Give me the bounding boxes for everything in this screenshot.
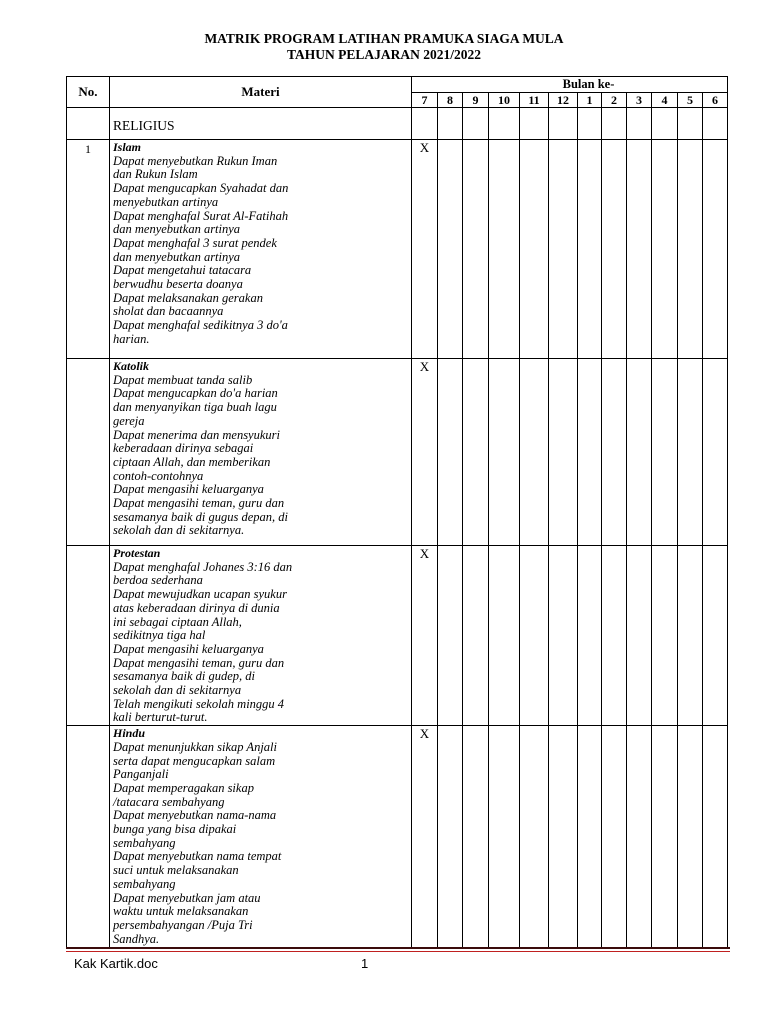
month-header: 6 [703,93,728,108]
religion-heading: Protestan [113,546,161,560]
competency-line: sesamanya baik di gugus depan, di [113,509,288,524]
month-mark-cell [489,359,520,546]
month-mark-cell [703,726,728,948]
competency-line: sesamanya baik di gudep, di [113,669,255,684]
competency-line: Dapat mengucapkan do'a harian [113,386,278,401]
competency-line: Dapat menyebutkan nama tempat [113,849,282,864]
month-mark-cell [652,546,678,726]
competency-line: sholat dan bacaannya [113,304,224,319]
competency-line: Dapat menunjukkan sikap Anjali [113,739,277,754]
row-number: 1 [67,140,110,359]
month-mark-cell [627,140,652,359]
month-mark-cell [678,140,703,359]
month-mark-cell: X [412,359,438,546]
competency-line: sekolah dan di sekitarnya. [113,523,245,538]
month-header: 12 [549,93,578,108]
month-header: 8 [438,93,463,108]
competency-line: gereja [113,413,145,428]
competency-line: dan Rukun Islam [113,167,198,182]
competency-line: kali berturut-turut. [113,710,208,725]
section-no-cell [67,108,110,140]
competency-line: Dapat menyebutkan nama-nama [113,808,277,823]
competency-line: dan menyanyikan tiga buah lagu [113,400,277,415]
competency-line: menyebutkan artinya [113,194,219,209]
month-mark-cell [438,359,463,546]
month-mark-cell [489,140,520,359]
month-header: 9 [463,93,489,108]
document-title: MATRIK PROGRAM LATIHAN PRAMUKA SIAGA MULA [204,31,564,46]
competency-line: sekolah dan di sekitarnya [113,683,242,698]
religion-heading: Islam [113,140,142,154]
competency-line: Dapat memperagakan sikap [113,780,254,795]
month-header: 1 [578,93,602,108]
page-number: 1 [361,956,369,971]
month-mark-cell [678,726,703,948]
competency-line: Dapat mengasihi keluarganya [113,641,264,656]
month-mark-cell [463,546,489,726]
competency-line: Panganjali [113,767,169,782]
row-number [67,359,110,546]
header-bulan: Bulan ke- [412,77,728,93]
competency-line: contoh-contohnya [113,468,204,483]
month-mark-cell [652,140,678,359]
materi-row [67,359,728,546]
competency-line: harian. [113,331,150,346]
competency-line: Dapat membuat tanda salib [113,372,253,387]
month-mark-cell [627,359,652,546]
document-subtitle: TAHUN PELAJARAN 2021/2022 [286,47,481,62]
month-header: 7 [412,93,438,108]
month-mark-cell [549,359,578,546]
competency-line: Dapat menghafal Johanes 3:16 dan [113,559,293,574]
materi-row [67,546,728,726]
competency-line: Dapat mengasihi teman, guru dan [113,496,285,511]
header-materi: Materi [110,77,412,108]
competency-line: sembahyang [113,835,176,850]
competency-line: Dapat mengasihi teman, guru dan [113,655,285,670]
month-mark-cell [578,546,602,726]
religion-heading: Katolik [113,359,150,373]
materi-row [67,726,728,948]
month-mark-cell [652,726,678,948]
month-mark-cell [703,546,728,726]
month-mark-cell [438,140,463,359]
footer-rule-red [66,951,730,952]
month-mark-cell [549,546,578,726]
program-matrix-table [66,76,728,948]
month-mark-cell [602,359,627,546]
row-number [67,546,110,726]
religion-heading: Hindu [113,726,146,741]
month-mark-cell [520,726,549,948]
row-number [67,726,110,948]
competency-line: Telah mengikuti sekolah minggu 4 [113,696,285,711]
competency-line: dan menyebutkan artinya [113,222,241,237]
competency-line: Dapat mewujudkan ucapan syukur [113,587,287,602]
materi-cell [110,140,412,359]
month-mark-cell [703,359,728,546]
competency-line: serta dapat mengucapkan salam [113,753,276,768]
footer-filename: Kak Kartik.doc [74,956,158,971]
materi-cell [110,359,412,546]
month-mark-cell [652,359,678,546]
month-mark-cell [602,726,627,948]
competency-line: sembahyang [113,876,176,891]
month-mark-cell [627,726,652,948]
month-mark-cell [438,546,463,726]
month-mark-cell [627,546,652,726]
competency-line: sedikitnya tiga hal [113,628,206,643]
competency-line: bunga yang bisa dipakai [113,822,237,837]
month-mark-cell [602,140,627,359]
month-mark-cell [602,546,627,726]
month-header: 5 [678,93,703,108]
month-mark-cell [578,726,602,948]
competency-line: waktu untuk melaksanakan [113,904,249,919]
competency-line: Dapat mengetahui tatacara [113,263,252,278]
month-mark-cell [678,359,703,546]
month-mark-cell [520,140,549,359]
header-no: No. [67,77,110,108]
section-label: RELIGIUS [110,108,412,140]
competency-line: Sandhya. [113,931,160,946]
month-mark-cell [678,546,703,726]
month-mark-cell [578,140,602,359]
month-mark-cell [549,140,578,359]
section-row [67,108,728,140]
competency-line: Dapat mengasihi keluarganya [113,482,264,497]
month-mark-cell: X [412,546,438,726]
month-mark-cell [463,726,489,948]
materi-cell [110,546,412,726]
competency-line: Dapat menyebutkan Rukun Iman [113,153,278,168]
competency-line: Dapat menghafal sedikitnya 3 do'a [113,318,288,333]
competency-line: keberadaan dirinya sebagai [113,441,254,456]
month-mark-cell [489,726,520,948]
competency-line: Dapat menerima dan mensyukuri [113,427,280,442]
competency-line: Dapat melaksanakan gerakan [113,290,263,305]
competency-line: dan menyebutkan artinya [113,249,241,264]
header-row [67,77,728,93]
month-mark-cell [520,546,549,726]
month-mark-cell: X [412,726,438,948]
month-mark-cell [578,359,602,546]
competency-line: suci untuk melaksanakan [113,863,239,878]
competency-line: ini sebagai ciptaan Allah, [113,614,242,629]
month-header: 3 [627,93,652,108]
month-mark-cell [703,140,728,359]
competency-line: berdoa sederhana [113,573,203,588]
competency-line: Dapat mengucapkan Syahadat dan [113,181,289,196]
month-header: 11 [520,93,549,108]
materi-cell [110,726,412,948]
competency-line: atas keberadaan dirinya di dunia [113,600,280,615]
materi-row [67,140,728,359]
competency-line: /tatacara sembahyang [113,794,225,809]
month-mark-cell [549,726,578,948]
competency-line: Dapat menghafal 3 surat pendek [113,235,277,250]
month-header: 10 [489,93,520,108]
month-mark-cell [520,359,549,546]
footer-rule [66,947,730,949]
competency-line: ciptaan Allah, dan memberikan [113,454,271,469]
month-mark-cell [489,546,520,726]
month-header: 4 [652,93,678,108]
competency-line: Dapat menghafal Surat Al-Fatihah [113,208,289,223]
month-mark-cell [463,359,489,546]
month-mark-cell [463,140,489,359]
competency-line: Dapat menyebutkan jam atau [113,890,261,905]
month-header: 2 [602,93,627,108]
month-mark-cell: X [412,140,438,359]
competency-line: berwudhu beserta doanya [113,277,243,292]
competency-line: persembahyangan /Puja Tri [113,917,253,932]
month-mark-cell [438,726,463,948]
